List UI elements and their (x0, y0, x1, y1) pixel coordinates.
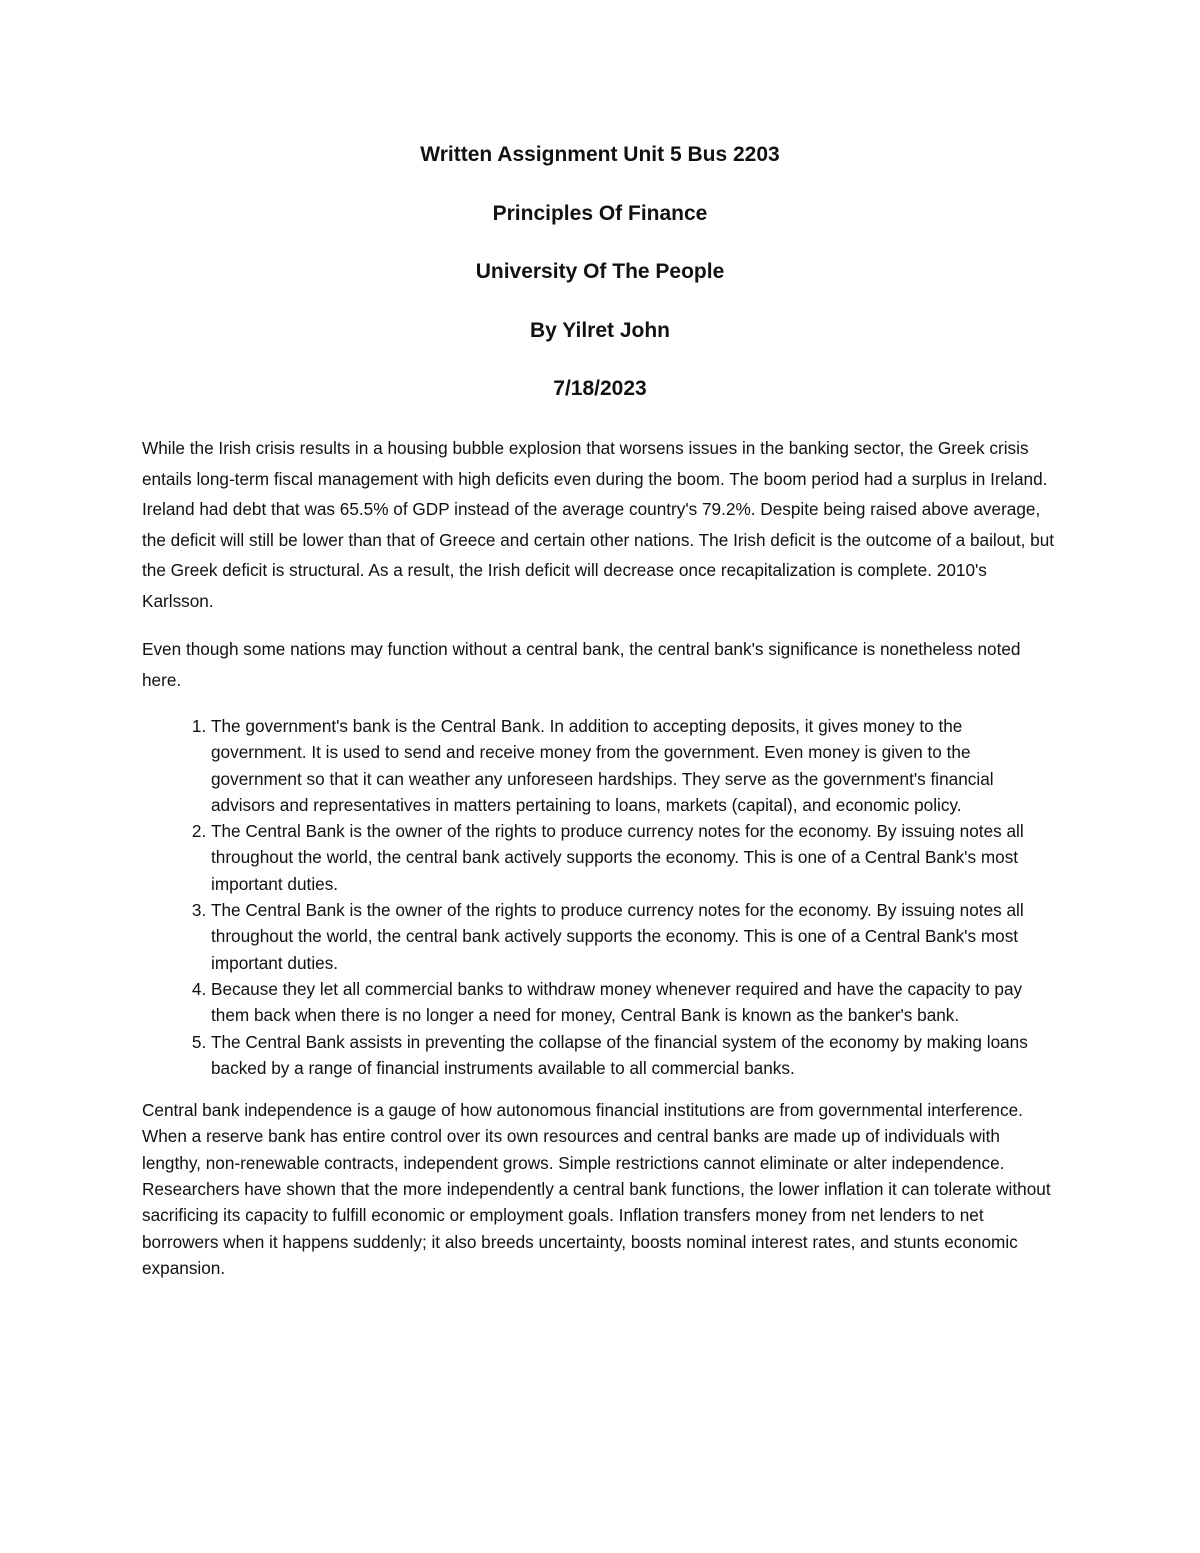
list-item: 1. The government's bank is the Central Bank. In addition to accepting deposits, it gives money to the government. It is used to send and receive money from the government. Even money is given to the government so that it can weather any unforeseen hardships. They serve as the government's financial advisors and representatives in matters pertaining to loans, markets (capital), and economic policy. (211, 713, 1062, 818)
course-name: Principles Of Finance (492, 201, 708, 225)
document-body (142, 433, 1062, 1281)
assignment-title: Written Assignment Unit 5 Bus 2203 (420, 143, 780, 166)
document-date: 7/18/2023 (553, 377, 647, 400)
author-name: By Yilret John (529, 318, 671, 342)
paragraph-irish-greek-crisis: While the Irish crisis results in a housing bubble explosion that worsens issues in the banking sector, the Greek crisis entails long-term fiscal management with high deficits even during the boom. The boom period had a surplus in Ireland. Ireland had debt that was 65.5% of GDP instead of the average country's 79.2%. Despite being raised above average, the deficit will still be lower than that of Greece and certain other nations. The Irish deficit is the outcome of a bailout, but the Greek deficit is structural. As a result, the Irish deficit will decrease once recapitalization is complete. 2010's Karlsson. (142, 438, 1055, 611)
university-name: University Of The People (475, 260, 725, 283)
list-item: 4. Because they let all commercial banks to withdraw money whenever required and have the capacity to pay them back when there is no longer a need for money, Central Bank is known as the banker's bank. (211, 976, 1062, 1029)
list-item: 2. The Central Bank is the owner of the rights to produce currency notes for the economy. By issuing notes all throughout the world, the central bank actively supports the economy. This is one of a Central Bank's most important duties. (211, 818, 1062, 897)
list-item: 5. The Central Bank assists in preventing the collapse of the financial system of the economy by making loans backed by a range of financial instruments available to all commercial banks. (211, 1029, 1062, 1082)
title-block (0, 142, 1200, 435)
central-bank-duties-list (142, 713, 1062, 1081)
paragraph-central-bank-intro: Even though some nations may function without a central bank, the central bank's significance is nonetheless noted here. (142, 639, 1021, 690)
paragraph-central-bank-independence: Central bank independence is a gauge of how autonomous financial institutions are from governmental interference. When a reserve bank has entire control over its own resources and central banks are made up of individuals with lengthy, non-renewable contracts, independent grows. Simple restrictions cannot eliminate or alter independence. Researchers have shown that the more independently a central bank functions, the lower inflation it can tolerate without sacrificing its capacity to fulfill economic or employment goals. Inflation transfers money from net lenders to net borrowers when it happens suddenly; it also breeds uncertainty, boosts nominal interest rates, and stunts economic expansion. (142, 1100, 1051, 1278)
list-item: 3. The Central Bank is the owner of the rights to produce currency notes for the economy. By issuing notes all throughout the world, the central bank actively supports the economy. This is one of a Central Bank's most important duties. (211, 897, 1062, 976)
